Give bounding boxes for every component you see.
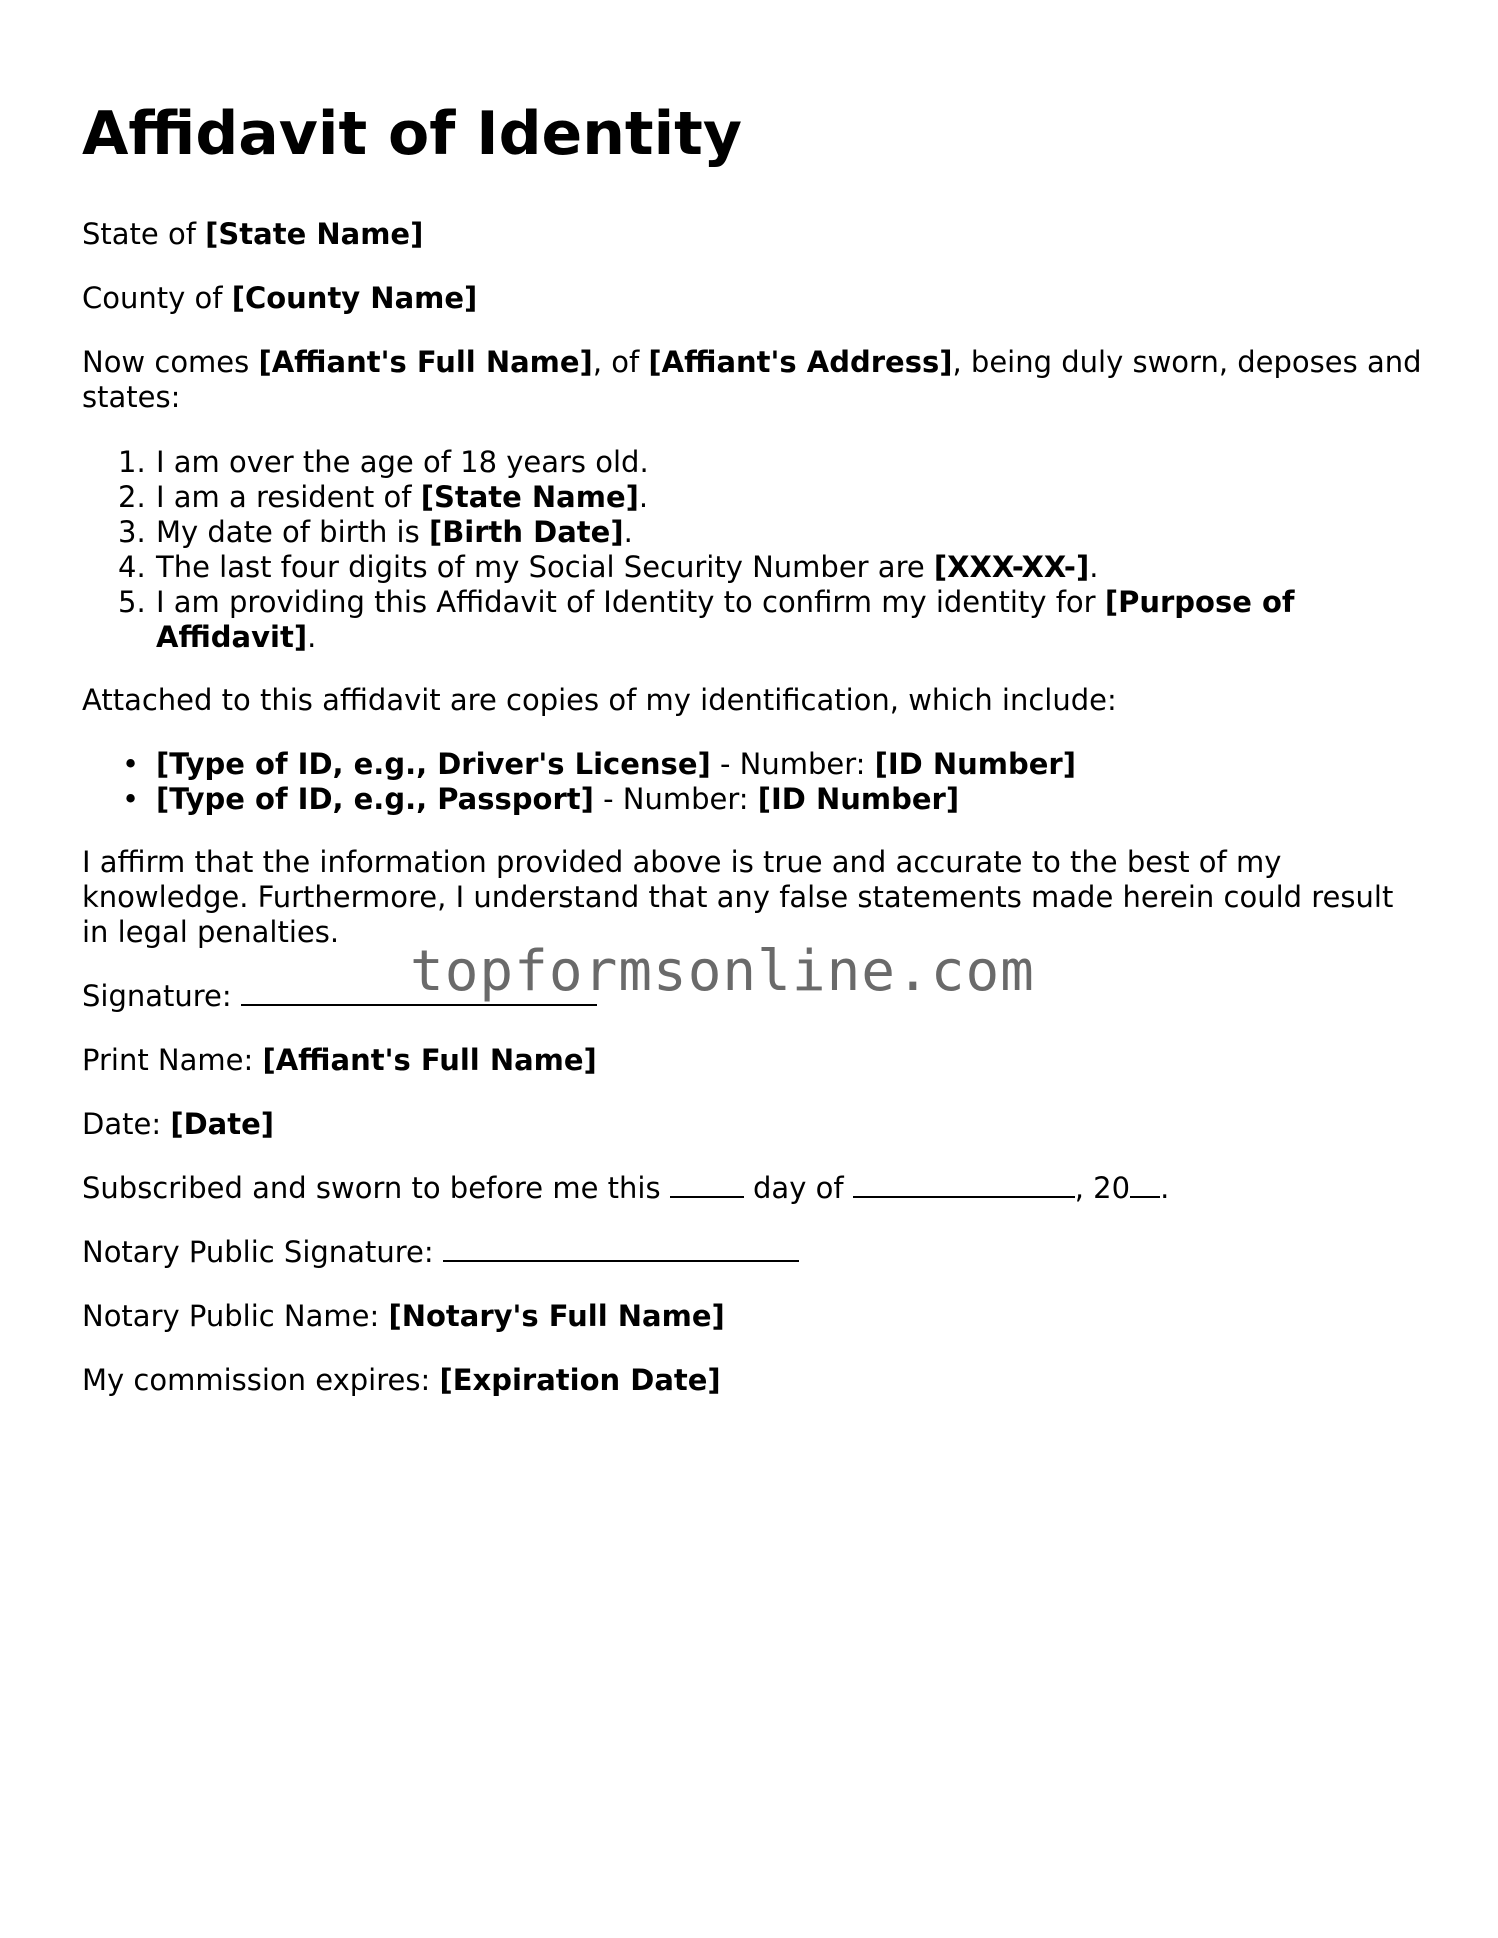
statements-list bbox=[82, 445, 1422, 655]
id-type: [Type of ID, e.g., Driver's License] bbox=[156, 747, 711, 781]
sworn-line bbox=[82, 1171, 1169, 1206]
sworn-text-1: Subscribed and sworn to before me this bbox=[82, 1171, 670, 1205]
date-value: [Date] bbox=[170, 1107, 274, 1141]
county-line bbox=[82, 281, 477, 316]
id-item bbox=[82, 782, 1422, 817]
county-value: [County Name] bbox=[231, 281, 478, 315]
document-title: Affidavit of Identity bbox=[82, 99, 742, 169]
id-type: [Type of ID, e.g., Passport] bbox=[156, 782, 594, 816]
statement-placeholder: [State Name] bbox=[420, 480, 639, 514]
statement-text: My date of birth is bbox=[156, 515, 429, 549]
sworn-text-4: . bbox=[1160, 1171, 1170, 1205]
statement-text: I am a resident of bbox=[156, 480, 421, 514]
signature-label: Signature: bbox=[82, 979, 241, 1013]
print-name-label: Print Name: bbox=[82, 1043, 263, 1077]
statement-placeholder: [Purpose of Affidavit] bbox=[156, 585, 1295, 654]
statement-text: I am providing this Affidavit of Identity to confirm my identity for bbox=[156, 585, 1105, 619]
statement-number: 3. bbox=[118, 515, 146, 549]
statement-punct: . bbox=[1089, 550, 1099, 584]
intro-affiant-name: [Affiant's Full Name] bbox=[258, 345, 593, 379]
sworn-text-2: day of bbox=[743, 1171, 853, 1205]
bullet-icon: • bbox=[122, 747, 140, 781]
statement-item bbox=[82, 515, 1422, 550]
bullet-icon: • bbox=[122, 782, 140, 816]
print-name-value: [Affiant's Full Name] bbox=[262, 1043, 597, 1077]
statement-placeholder: [XXX-XX-] bbox=[933, 550, 1090, 584]
statement-text: The last four digits of my Social Security Number are bbox=[156, 550, 934, 584]
statement-number: 5. bbox=[118, 585, 146, 619]
notary-signature-blank[interactable] bbox=[443, 1236, 799, 1262]
id-number: [ID Number] bbox=[757, 782, 960, 816]
notary-signature-line bbox=[82, 1235, 799, 1270]
year-blank[interactable] bbox=[1130, 1172, 1160, 1198]
notary-name-line bbox=[82, 1299, 725, 1334]
state-value: [State Name] bbox=[205, 217, 424, 251]
watermark: topformsonline.com bbox=[410, 939, 1035, 1004]
id-list bbox=[82, 747, 1422, 817]
statement-punct: . bbox=[623, 515, 633, 549]
attached-intro: Attached to this affidavit are copies of my identification, which include: bbox=[82, 683, 1117, 717]
date-label: Date: bbox=[82, 1107, 171, 1141]
day-blank[interactable] bbox=[670, 1172, 744, 1198]
statement-number: 4. bbox=[118, 550, 146, 584]
statement-item bbox=[82, 550, 1422, 585]
id-separator: - Number: bbox=[710, 747, 875, 781]
statement-placeholder: [Birth Date] bbox=[428, 515, 624, 549]
statement-number: 1. bbox=[118, 445, 146, 479]
statement-item bbox=[82, 445, 1422, 480]
intro-text-1: Now comes bbox=[82, 345, 259, 379]
statement-item bbox=[82, 585, 1422, 655]
month-blank[interactable] bbox=[853, 1172, 1075, 1198]
notary-signature-label: Notary Public Signature: bbox=[82, 1235, 443, 1269]
sworn-text-3: , 20 bbox=[1074, 1171, 1131, 1205]
id-separator: - Number: bbox=[593, 782, 758, 816]
notary-name-value: [Notary's Full Name] bbox=[388, 1299, 725, 1333]
intro-text-3: , being duly sworn, deposes and states: bbox=[82, 345, 1422, 414]
statement-text: I am over the age of 18 years old. bbox=[156, 445, 649, 479]
statement-punct: . bbox=[307, 620, 317, 654]
state-line bbox=[82, 217, 423, 252]
commission-line bbox=[82, 1363, 721, 1398]
commission-label: My commission expires: bbox=[82, 1363, 440, 1397]
commission-value: [Expiration Date] bbox=[439, 1363, 721, 1397]
statement-punct: . bbox=[638, 480, 649, 514]
intro-text-2: , of bbox=[592, 345, 649, 379]
id-item bbox=[82, 747, 1422, 782]
intro-affiant-address: [Affiant's Address] bbox=[648, 345, 953, 379]
state-label: State of bbox=[82, 217, 206, 251]
statement-item bbox=[82, 480, 1422, 515]
county-label: County of bbox=[82, 281, 232, 315]
print-name-line bbox=[82, 1043, 597, 1078]
notary-name-label: Notary Public Name: bbox=[82, 1299, 389, 1333]
id-number: [ID Number] bbox=[874, 747, 1076, 781]
intro-paragraph bbox=[82, 345, 1422, 415]
date-line bbox=[82, 1107, 274, 1142]
affirmation-paragraph: I affirm that the information provided above is true and accurate to the best of my knowledge. Furthermore, I understand that any false statements made herein could result in legal penalties. bbox=[82, 845, 1394, 949]
statement-number: 2. bbox=[118, 480, 146, 514]
